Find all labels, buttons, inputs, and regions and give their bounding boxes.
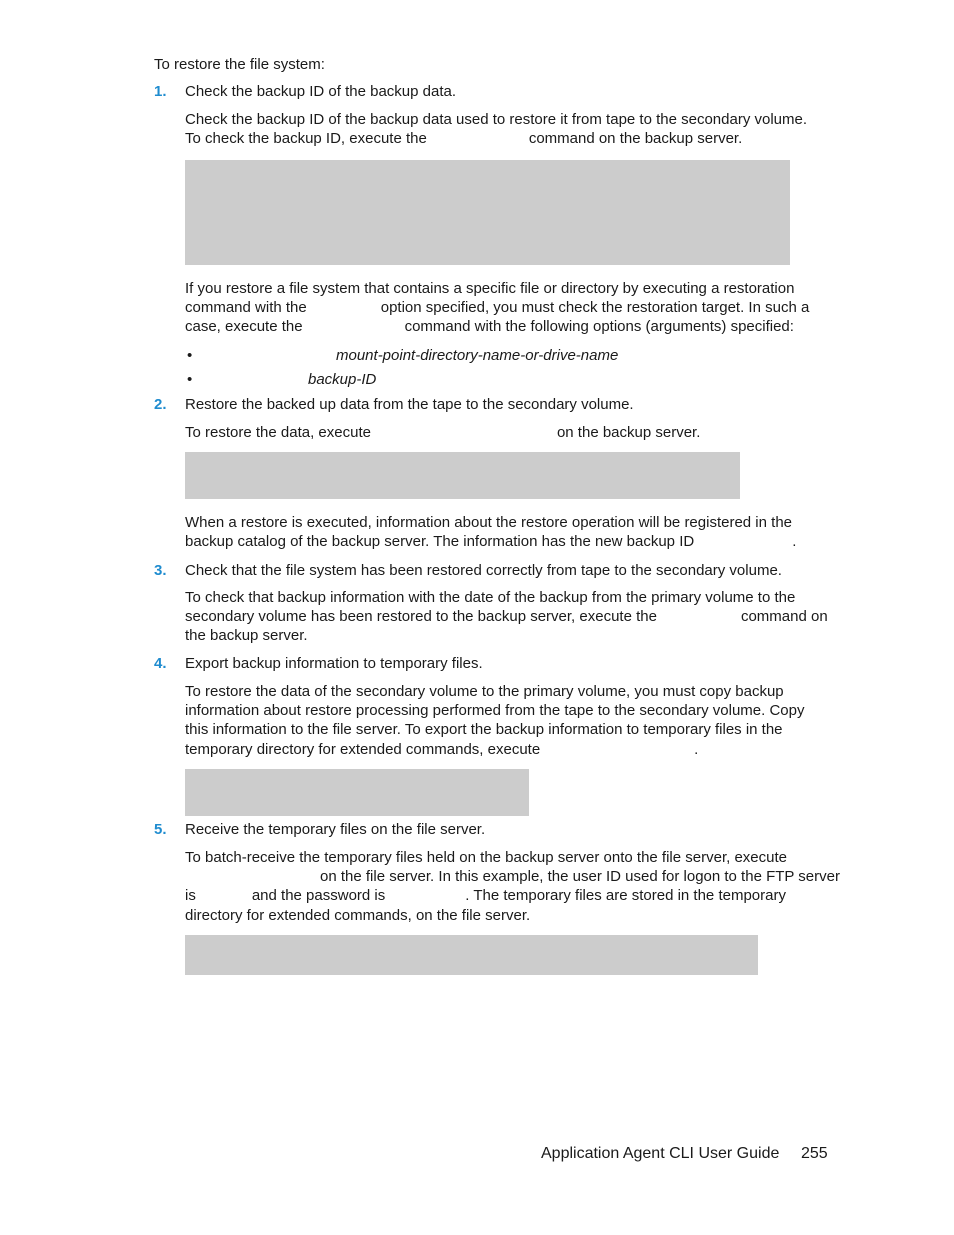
step-1-p2-line-2 xyxy=(185,298,809,317)
code-block xyxy=(185,452,740,499)
step-1-title: Check the backup ID of the backup data. xyxy=(185,83,457,100)
bullet-marker: • xyxy=(187,347,193,364)
text-fragment: backup catalog of the backup server. The information has the new backup ID xyxy=(185,533,695,551)
text-fragment: To check the backup ID, execute the xyxy=(185,130,427,148)
step-1-number: 1. xyxy=(154,83,167,100)
step-2-p1-line-1 xyxy=(185,423,700,442)
text-fragment: To restore the data, execute xyxy=(185,424,371,441)
code-block xyxy=(185,935,758,975)
step-2-paragraph-1 xyxy=(185,423,700,442)
bullet-marker: • xyxy=(187,371,193,388)
text-fragment: temporary directory for extended commands, execute xyxy=(185,740,541,758)
step-3-title: Check that the file system has been restored correctly from tape to the secondary volume. xyxy=(185,562,782,579)
text-fragment: . xyxy=(694,740,699,758)
step-4-p1-line-2: information about restore processing performed from the tape to the secondary volume. Copy xyxy=(185,702,805,720)
code-block xyxy=(185,769,529,816)
step-5-number: 5. xyxy=(154,821,167,838)
step-3-p1-line-1: To check that backup information with the date of the backup from the primary volume to the xyxy=(185,589,796,606)
step-3-p1-line-2 xyxy=(185,607,828,626)
text-fragment: command on xyxy=(740,608,828,626)
text-fragment: . xyxy=(792,533,797,551)
step-3-number: 3. xyxy=(154,562,167,579)
step-4-p1-line-4 xyxy=(185,740,805,759)
text-fragment: case, execute the xyxy=(185,318,303,336)
step-1-p2-line-1: If you restore a file system that contains a specific file or directory by executing a restoration xyxy=(185,280,795,297)
step-5-p1-line-2: on the file server. In this example, the user ID used for logon to the FTP server xyxy=(320,868,840,886)
step-3-p1-line-3: the backup server. xyxy=(185,627,308,645)
step-1-p1-line-1: Check the backup ID of the backup data used to restore it from tape to the secondary volume. xyxy=(185,111,808,128)
step-1-p2-line-3 xyxy=(185,317,809,336)
text-fragment: is xyxy=(185,887,196,905)
text-fragment: and the password is xyxy=(251,887,386,905)
text-fragment: option specified, you must check the restoration target. In such a xyxy=(380,299,810,317)
step-2-number: 2. xyxy=(154,396,167,413)
step-5-p1-line-1: To batch-receive the temporary files held on the backup server onto the file server, execute xyxy=(185,849,787,866)
page-number: 255 xyxy=(801,1145,828,1162)
step-1-p1-line-2 xyxy=(185,129,807,148)
step-3-paragraph-1 xyxy=(185,588,828,646)
step-4-p1-line-3: this information to the file server. To export the backup information to temporary files in the xyxy=(185,721,783,739)
step-2-paragraph-2 xyxy=(185,513,796,551)
code-block xyxy=(185,160,790,265)
step-5-p1-line-3 xyxy=(185,886,840,905)
text-fragment: command with the following options (arguments) specified: xyxy=(404,318,794,336)
step-5-title: Receive the temporary files on the file server. xyxy=(185,821,486,838)
footer-title: Application Agent CLI User Guide xyxy=(541,1145,780,1162)
text-fragment: command on the backup server. xyxy=(528,130,743,148)
bullet-item-1: mount-point-directory-name-or-drive-name xyxy=(336,347,619,364)
intro-text: To restore the file system: xyxy=(154,56,325,73)
step-4-number: 4. xyxy=(154,655,167,672)
step-4-p1-line-1: To restore the data of the secondary volume to the primary volume, you must copy backup xyxy=(185,683,784,700)
step-4-paragraph-1 xyxy=(185,682,805,759)
text-fragment: on the backup server. xyxy=(556,424,701,441)
step-1-paragraph-2 xyxy=(185,279,809,337)
text-fragment: . The temporary files are stored in the temporary xyxy=(465,887,786,905)
text-fragment: command with the xyxy=(185,299,307,317)
text-fragment: secondary volume has been restored to the backup server, execute the xyxy=(185,608,657,626)
step-5-p1-line-4: directory for extended commands, on the file server. xyxy=(185,906,531,924)
bullet-item-2: backup-ID xyxy=(308,371,377,388)
step-2-p2-line-2 xyxy=(185,532,796,551)
step-2-p2-line-1: When a restore is executed, information about the restore operation will be registered in the xyxy=(185,514,793,531)
step-5-paragraph-1 xyxy=(185,848,840,925)
step-1-paragraph-1 xyxy=(185,110,807,148)
step-4-title: Export backup information to temporary files. xyxy=(185,655,483,672)
step-2-title: Restore the backed up data from the tape to the secondary volume. xyxy=(185,396,634,413)
